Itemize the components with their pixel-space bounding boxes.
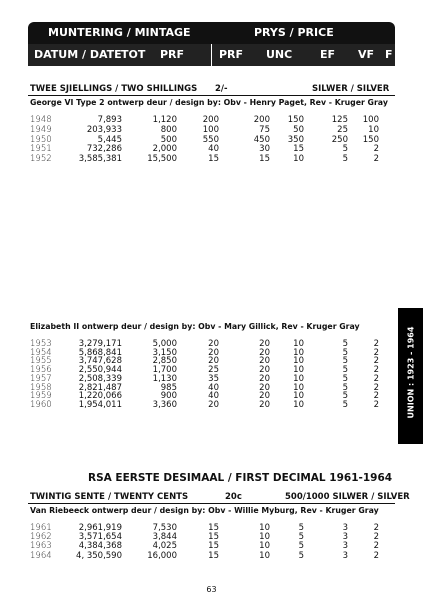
year-cell: 1957 bbox=[30, 373, 52, 384]
col-unc: UNC bbox=[266, 48, 293, 61]
year-cell: 1951 bbox=[30, 144, 52, 155]
section1-title: TWEE SJIELLINGS / TWO SHILLINGS bbox=[30, 84, 198, 94]
value-cell: 2,850 bbox=[152, 356, 177, 367]
value-cell: 15,500 bbox=[147, 154, 177, 165]
value-cell: 203,933 bbox=[86, 124, 122, 135]
value-cell: 40 bbox=[208, 144, 219, 155]
value-cell: 3,150 bbox=[152, 347, 177, 358]
value-cell: 5 bbox=[298, 541, 304, 552]
col-date: DATUM / DATE bbox=[34, 48, 122, 61]
year-cell: 1956 bbox=[30, 365, 52, 376]
value-cell: 10 bbox=[293, 373, 304, 384]
year-cell: 1950 bbox=[30, 134, 52, 145]
value-cell: 5 bbox=[342, 144, 348, 155]
col-prf-mint: PRF bbox=[160, 48, 185, 61]
value-cell: 3,844 bbox=[152, 532, 177, 543]
value-cell: 985 bbox=[160, 382, 177, 393]
value-cell: 10 bbox=[293, 391, 304, 402]
value-cell: 20 bbox=[208, 339, 219, 349]
value-cell: 5 bbox=[298, 523, 304, 533]
value-cell: 7,893 bbox=[97, 115, 122, 125]
value-cell: 2 bbox=[373, 144, 379, 155]
value-cell: 10 bbox=[293, 399, 304, 410]
year-cell: 1949 bbox=[30, 124, 52, 135]
section3-subtitle: Van Riebeeck ontwerp deur / design by: Obv - Willie Myburg, Rev - Kruger Gray bbox=[30, 506, 379, 515]
value-cell: 50 bbox=[293, 124, 304, 135]
value-cell: 2,821,487 bbox=[78, 382, 122, 393]
value-cell: 5 bbox=[342, 154, 348, 165]
value-cell: 25 bbox=[337, 124, 348, 135]
value-cell: 150 bbox=[362, 134, 379, 145]
year-cell: 1962 bbox=[30, 532, 52, 543]
value-cell: 15 bbox=[293, 144, 304, 155]
value-cell: 5 bbox=[342, 391, 348, 402]
section1-metal: SILWER / SILVER bbox=[312, 84, 390, 94]
value-cell: 125 bbox=[331, 115, 348, 125]
value-cell: 3,360 bbox=[152, 399, 177, 410]
value-cell: 4,025 bbox=[152, 541, 177, 552]
value-cell: 450 bbox=[253, 134, 270, 145]
value-cell: 1,120 bbox=[152, 115, 177, 125]
value-cell: 4,384,368 bbox=[78, 541, 122, 552]
year-cell: 1955 bbox=[30, 356, 52, 367]
value-cell: 20 bbox=[259, 339, 270, 349]
value-cell: 20 bbox=[259, 347, 270, 358]
col-tot: TOT bbox=[121, 48, 146, 61]
value-cell: 3 bbox=[342, 523, 348, 533]
section1-denom: 2/- bbox=[215, 84, 228, 94]
value-cell: 1,130 bbox=[152, 373, 177, 384]
price-heading: PRYS / PRICE bbox=[254, 26, 334, 39]
value-cell: 2 bbox=[373, 399, 379, 410]
value-cell: 2,000 bbox=[152, 144, 177, 155]
table-header bbox=[28, 22, 395, 66]
value-cell: 20 bbox=[259, 365, 270, 376]
section3-title: TWINTIG SENTE / TWENTY CENTS bbox=[30, 492, 189, 502]
value-cell: 40 bbox=[208, 391, 219, 402]
header-divider bbox=[211, 44, 212, 66]
value-cell: 2 bbox=[373, 532, 379, 543]
section3-denom: 20c bbox=[225, 492, 242, 502]
year-cell: 1959 bbox=[30, 391, 52, 402]
year-cell: 1963 bbox=[30, 541, 52, 552]
value-cell: 200 bbox=[202, 115, 219, 125]
value-cell: 10 bbox=[293, 154, 304, 165]
value-cell: 900 bbox=[160, 391, 177, 402]
value-cell: 7,530 bbox=[152, 523, 177, 533]
value-cell: 200 bbox=[253, 115, 270, 125]
value-cell: 5 bbox=[342, 339, 348, 349]
page-number: 63 bbox=[206, 585, 217, 594]
value-cell: 3,571,654 bbox=[78, 532, 122, 543]
value-cell: 4, 350,590 bbox=[76, 550, 122, 561]
mintage-heading: MUNTERING / MINTAGE bbox=[48, 26, 191, 39]
value-cell: 2 bbox=[373, 523, 379, 533]
year-cell: 1960 bbox=[30, 399, 52, 410]
value-cell: 3 bbox=[342, 541, 348, 552]
value-cell: 25 bbox=[208, 365, 219, 376]
value-cell: 10 bbox=[368, 124, 379, 135]
value-cell: 5 bbox=[342, 399, 348, 410]
col-vf: VF bbox=[358, 48, 375, 61]
value-cell: 5 bbox=[342, 382, 348, 393]
year-cell: 1952 bbox=[30, 154, 52, 165]
value-cell: 732,286 bbox=[86, 144, 122, 155]
value-cell: 2,508,339 bbox=[78, 373, 122, 384]
value-cell: 10 bbox=[259, 532, 270, 543]
value-cell: 3,279,171 bbox=[78, 339, 122, 349]
value-cell: 100 bbox=[202, 124, 219, 135]
section3-metal: 500/1000 SILWER / SILVER bbox=[285, 492, 410, 502]
value-cell: 20 bbox=[259, 356, 270, 367]
value-cell: 2 bbox=[373, 382, 379, 393]
value-cell: 2 bbox=[373, 373, 379, 384]
value-cell: 10 bbox=[259, 523, 270, 533]
value-cell: 100 bbox=[362, 115, 379, 125]
value-cell: 20 bbox=[208, 399, 219, 410]
value-cell: 35 bbox=[208, 373, 219, 384]
value-cell: 2 bbox=[373, 391, 379, 402]
section1-rule bbox=[28, 95, 395, 96]
section3-rule bbox=[28, 503, 395, 504]
value-cell: 550 bbox=[202, 134, 219, 145]
value-cell: 5 bbox=[298, 550, 304, 561]
value-cell: 20 bbox=[259, 399, 270, 410]
value-cell: 75 bbox=[259, 124, 270, 135]
value-cell: 3 bbox=[342, 550, 348, 561]
value-cell: 2 bbox=[373, 550, 379, 561]
value-cell: 3 bbox=[342, 532, 348, 543]
value-cell: 800 bbox=[160, 124, 177, 135]
value-cell: 20 bbox=[259, 373, 270, 384]
value-cell: 5 bbox=[342, 356, 348, 367]
value-cell: 5,000 bbox=[152, 339, 177, 349]
value-cell: 15 bbox=[208, 532, 219, 543]
value-cell: 1,220,066 bbox=[78, 391, 122, 402]
value-cell: 5 bbox=[342, 347, 348, 358]
col-f: F bbox=[385, 48, 393, 61]
value-cell: 15 bbox=[208, 541, 219, 552]
section1-subtitle: George VI Type 2 ontwerp deur / design by: Obv - Henry Paget, Rev - Kruger Gray bbox=[30, 98, 388, 107]
value-cell: 16,000 bbox=[147, 550, 177, 561]
era-sidebar-tab bbox=[398, 308, 423, 444]
value-cell: 15 bbox=[208, 550, 219, 561]
value-cell: 10 bbox=[259, 541, 270, 552]
value-cell: 10 bbox=[293, 339, 304, 349]
year-cell: 1954 bbox=[30, 347, 52, 358]
value-cell: 20 bbox=[259, 382, 270, 393]
value-cell: 350 bbox=[287, 134, 304, 145]
value-cell: 5,868,841 bbox=[78, 347, 122, 358]
section2-subtitle: Elizabeth II ontwerp deur / design by: Obv - Mary Gillick, Rev - Kruger Gray bbox=[30, 322, 360, 331]
year-cell: 1961 bbox=[30, 523, 52, 533]
year-cell: 1948 bbox=[30, 115, 52, 125]
value-cell: 1,954,011 bbox=[78, 399, 122, 410]
value-cell: 10 bbox=[293, 365, 304, 376]
value-cell: 1,700 bbox=[152, 365, 177, 376]
value-cell: 20 bbox=[208, 347, 219, 358]
value-cell: 3,747,628 bbox=[78, 356, 122, 367]
value-cell: 5 bbox=[342, 365, 348, 376]
year-cell: 1953 bbox=[30, 339, 52, 349]
value-cell: 10 bbox=[259, 550, 270, 561]
year-cell: 1964 bbox=[30, 550, 52, 561]
value-cell: 2 bbox=[373, 356, 379, 367]
value-cell: 40 bbox=[208, 382, 219, 393]
value-cell: 150 bbox=[287, 115, 304, 125]
value-cell: 15 bbox=[208, 154, 219, 165]
value-cell: 15 bbox=[259, 154, 270, 165]
value-cell: 5 bbox=[298, 532, 304, 543]
value-cell: 2 bbox=[373, 339, 379, 349]
value-cell: 5,445 bbox=[97, 134, 122, 145]
value-cell: 5 bbox=[342, 373, 348, 384]
value-cell: 2 bbox=[373, 365, 379, 376]
value-cell: 2 bbox=[373, 154, 379, 165]
value-cell: 15 bbox=[208, 523, 219, 533]
value-cell: 10 bbox=[293, 356, 304, 367]
value-cell: 2,961,919 bbox=[78, 523, 122, 533]
sidebar-label: UNION : 1923 - 1964 bbox=[406, 326, 416, 419]
value-cell: 3,585,381 bbox=[78, 154, 122, 165]
value-cell: 10 bbox=[293, 347, 304, 358]
value-cell: 30 bbox=[259, 144, 270, 155]
value-cell: 2,550,944 bbox=[78, 365, 122, 376]
col-prf: PRF bbox=[219, 48, 244, 61]
value-cell: 20 bbox=[259, 391, 270, 402]
col-ef: EF bbox=[320, 48, 336, 61]
value-cell: 20 bbox=[208, 356, 219, 367]
value-cell: 10 bbox=[293, 382, 304, 393]
section3-heading: RSA EERSTE DESIMAAL / FIRST DECIMAL 1961-1964 bbox=[88, 472, 393, 484]
value-cell: 2 bbox=[373, 347, 379, 358]
value-cell: 250 bbox=[331, 134, 348, 145]
value-cell: 2 bbox=[373, 541, 379, 552]
year-cell: 1958 bbox=[30, 382, 52, 393]
value-cell: 500 bbox=[160, 134, 177, 145]
